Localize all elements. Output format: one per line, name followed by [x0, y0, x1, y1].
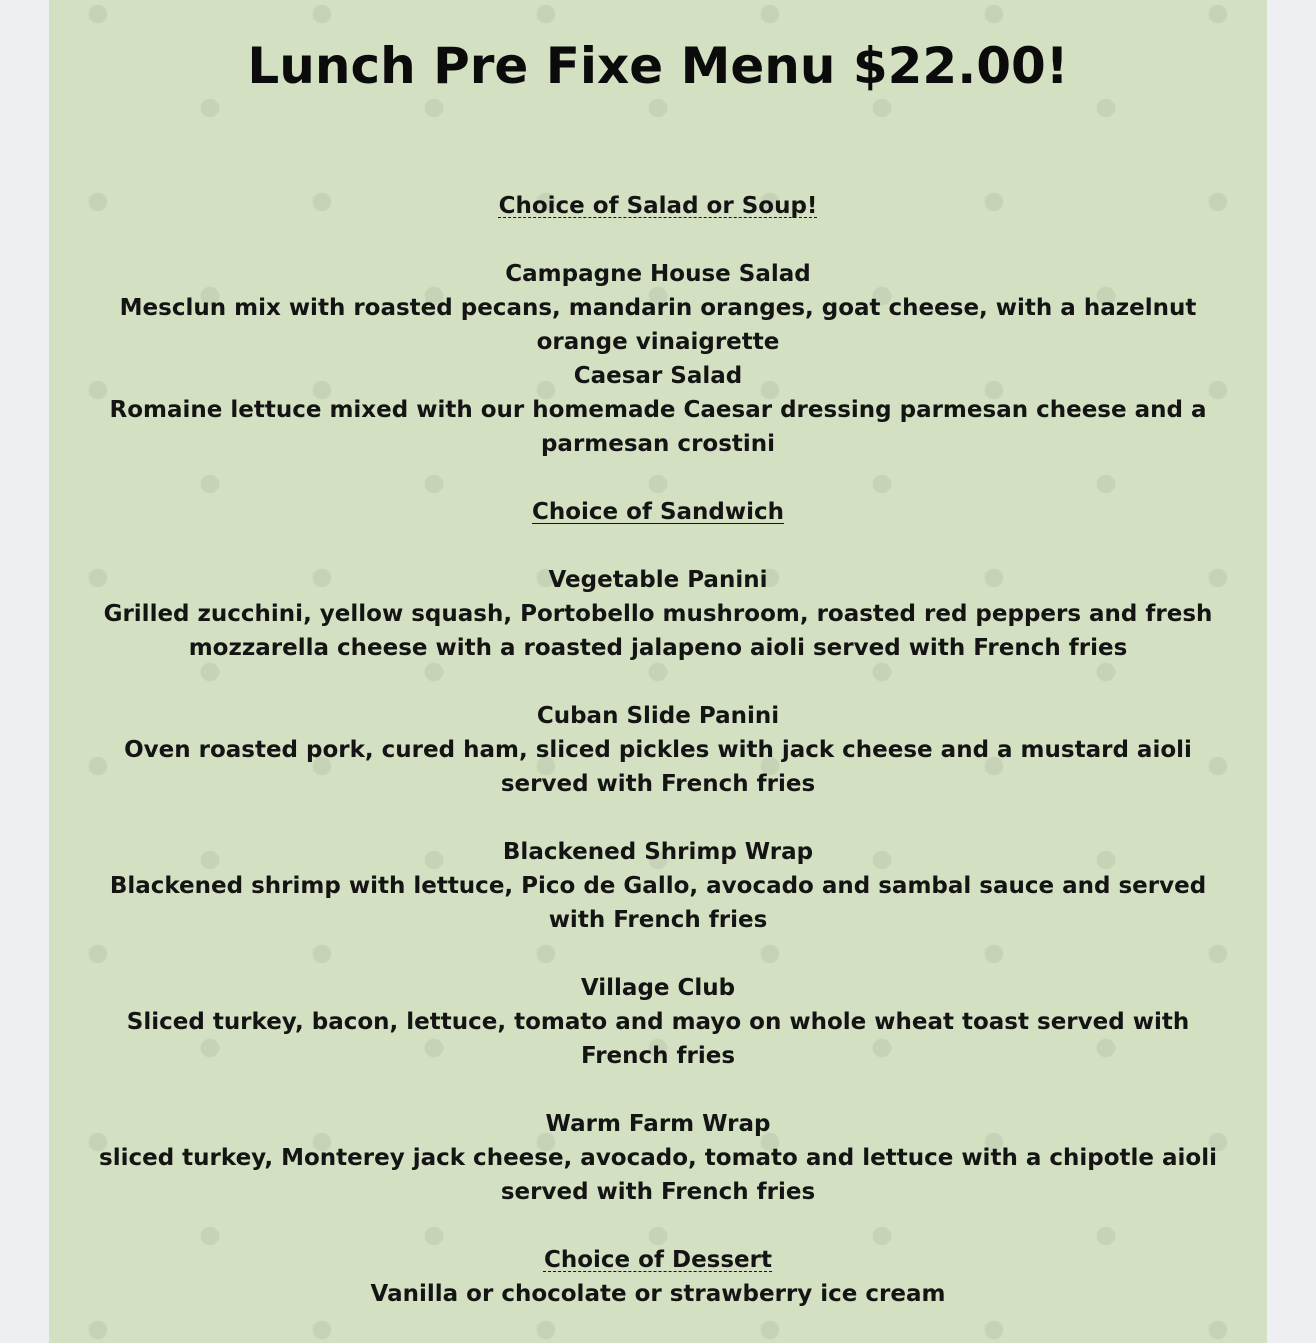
- sandwich-item-description: Oven roasted pork, cured ham, sliced pickles with jack cheese and a mustard aioli: [124, 737, 1192, 763]
- menu-page: [49, 0, 1267, 1343]
- sandwich-section-heading: Choice of Sandwich: [531, 499, 785, 525]
- sandwich-item-description: with French fries: [548, 907, 768, 933]
- salad-item-name: Campagne House Salad: [505, 261, 811, 287]
- salad-section-heading: Choice of Salad or Soup!: [498, 193, 818, 219]
- salad-item-description: parmesan crostini: [540, 431, 776, 457]
- sandwich-item-description: served with French fries: [500, 1179, 816, 1205]
- sandwich-item-name: Warm Farm Wrap: [545, 1111, 771, 1137]
- dessert-section-heading: Choice of Dessert: [543, 1247, 772, 1273]
- sandwich-item-description: Blackened shrimp with lettuce, Pico de Gallo, avocado and sambal sauce and served: [109, 873, 1207, 899]
- salad-item-name: Caesar Salad: [573, 363, 743, 389]
- sandwich-item-description: served with French fries: [500, 771, 816, 797]
- menu-title: Lunch Pre Fixe Menu $22.00!: [247, 37, 1069, 95]
- salad-item-description: Romaine lettuce mixed with our homemade Caesar dressing parmesan cheese and a: [109, 397, 1207, 423]
- sandwich-item-description: mozzarella cheese with a roasted jalapeno aioli served with French fries: [188, 635, 1128, 661]
- sandwich-item-description: sliced turkey, Monterey jack cheese, avocado, tomato and lettuce with a chipotle aioli: [99, 1145, 1217, 1171]
- salad-item-description: Mesclun mix with roasted pecans, mandarin oranges, goat cheese, with a hazelnut: [119, 295, 1197, 321]
- sandwich-item-name: Cuban Slide Panini: [536, 703, 780, 729]
- sandwich-item-name: Blackened Shrimp Wrap: [502, 839, 814, 865]
- sandwich-item-name: Vegetable Panini: [548, 567, 768, 593]
- sandwich-item-name: Village Club: [580, 975, 736, 1001]
- sandwich-item-description: Sliced turkey, bacon, lettuce, tomato and mayo on whole wheat toast served with: [126, 1009, 1190, 1035]
- sandwich-item-description: Grilled zucchini, yellow squash, Portobello mushroom, roasted red peppers and fresh: [103, 601, 1213, 627]
- dessert-description: Vanilla or chocolate or strawberry ice cream: [370, 1281, 946, 1307]
- salad-item-description: orange vinaigrette: [536, 329, 780, 355]
- sandwich-item-description: French fries: [580, 1043, 736, 1069]
